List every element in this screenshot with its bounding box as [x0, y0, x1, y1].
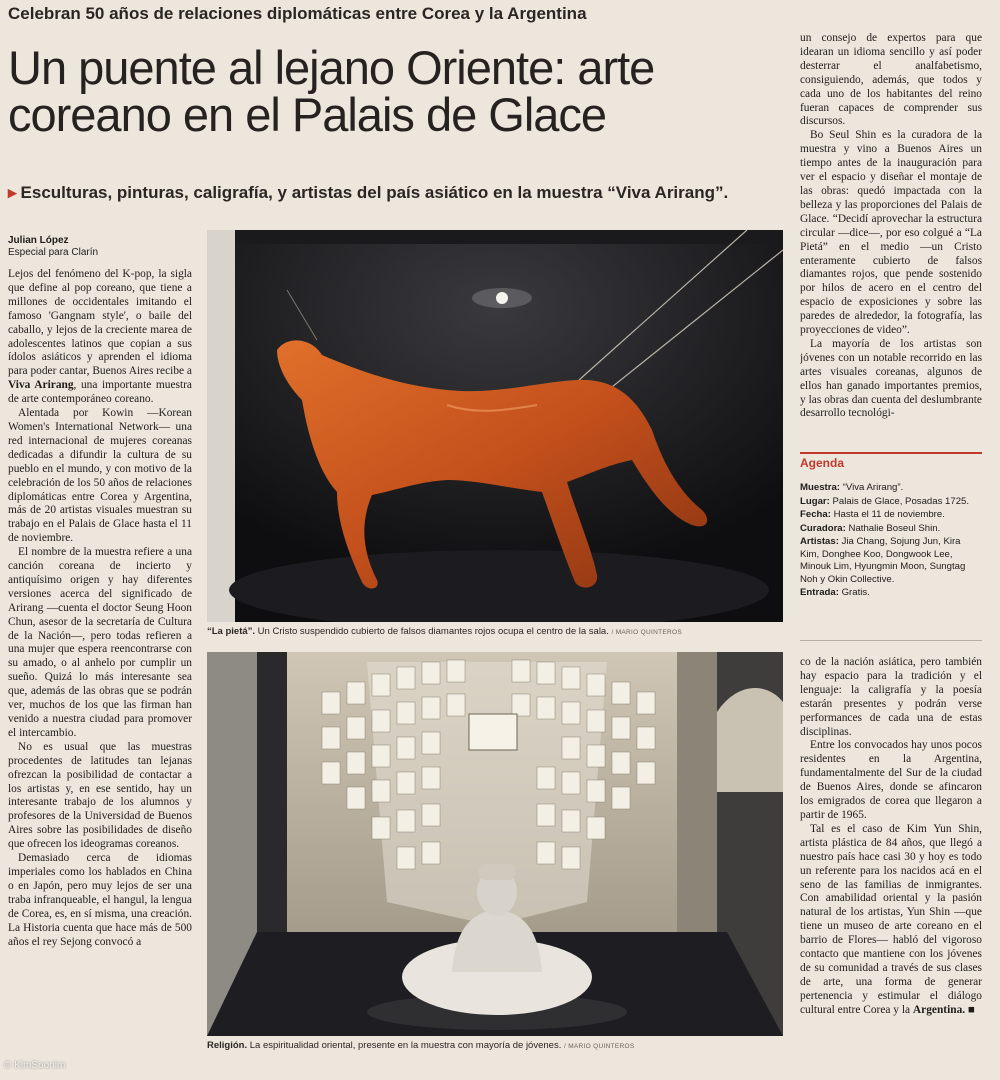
- la-pieta-sculpture-image: [207, 230, 783, 622]
- subhead-text: Esculturas, pinturas, caligrafía, y artistas del país asiático en la muestra “Viva Arirang”.: [20, 183, 729, 202]
- agenda-box: [800, 482, 982, 601]
- photo-credit: / MARIO QUINTEROS: [611, 629, 682, 636]
- agenda-row: [800, 523, 982, 536]
- paragraph: Entre los convocados hay unos pocos residentes en la Argentina, fundamentalmente del Sur de la ciudad de Buenos Aires, donde se afincaron los emigrados de corea que llegaron a partir de 1965.: [800, 739, 982, 821]
- column-3-bottom: [800, 656, 982, 1058]
- paragraph: El nombre de la muestra refiere a una canción coreana de incierto y antiquísimo origen y hay diferentes versiones acerca del significado de Arirang —cuenta el doctor Seung Hoon Chun, asesor de la secretaría de Cultura de la Nación—, pero todas refieren a una mujer que espera reencontrarse con su amado, o al anhelo por cumplir un sueño. Quizá lo más interesante sea que, además de las obras que se podrán ver, muchos de los que las firman han venido a nuestra ciudad para promover el intercambio.: [8, 546, 192, 739]
- agenda-row: [800, 587, 982, 600]
- agenda-key: Lugar:: [800, 495, 830, 507]
- agenda-value: Nathalie Boseul Shin.: [845, 522, 941, 534]
- agenda-key: Entrada:: [800, 587, 839, 598]
- caption-bold: “La pietá”.: [207, 626, 256, 637]
- byline-role: Especial para Clarín: [8, 247, 99, 258]
- text: Lejos del fenómeno del K-pop, la sigla que define al pop coreano, que tiene a millones de occidentales imitando el famoso 'Gangnam style', o baile del caballo, y lejos de la creciente marea de adolescentes latinos que copian a sus ídolos asiáticos y aprenden el idioma para poder cantar, Buenos Aires recibe a: [8, 268, 192, 378]
- agenda-row: [800, 509, 982, 522]
- agenda-value: Jia Chang, Sojung Jun, Kira Kim, Donghee Koo, Dongwook Lee, Minouk Lim, Hyungmin Moon, Sungtag Noh y Okin Collective.: [800, 536, 966, 585]
- photo-1-caption: [207, 626, 682, 639]
- caption-text: La espiritualidad oriental, presente en la muestra con mayoría de jóvenes.: [247, 1040, 562, 1051]
- paragraph: Alentada por Kowin —Korean Women's International Network— una red internacional de mujeres coreanas dedicadas a difundir la cultura de su pueblo en el mundo, y con motivo de la celebración de los 50 años de relaciones diplomáticas entre Corea y Argentina, más de 20 artistas visuales muestran su trabajo en el Palais de Glace hasta el 11 de noviembre.: [8, 407, 192, 545]
- watermark: © KimSoonim: [4, 1060, 66, 1071]
- caption-text: Un Cristo suspendido cubierto de falsos diamantes rojos ocupa el centro de la sala.: [255, 626, 609, 637]
- column-1: [8, 268, 192, 949]
- paragraph: Bo Seul Shin es la curadora de la muestra y vino a Buenos Aires un tiempo antes de la inauguración para ver el espacio y diseñar el montaje de las obras: quedó impactada con la belleza y las proporciones del Palais de Glace. “Decidí aprovechar la estructura circular —dice—, por eso colgué a “La Pietá” en el medio —un Cristo enteramente cubierto de falsos diamantes rojos, que pende sostenido por hilos de acero en el centro del espacio de exposiciones y sobre las paredes de alrededor, la fotografía, las proyecciones de video”.: [800, 129, 982, 337]
- headline: Un puente al lejano Oriente: arte coreano en el Palais de Glace: [8, 41, 655, 141]
- photo-religion: [207, 652, 783, 1036]
- paragraph: [8, 268, 192, 407]
- paragraph: un consejo de expertos para que idearan un idioma sencillo y así poder desterrar el analfabetismo, consiguiendo, además, que todos y cada uno de los habitantes del reino fueran capaces de comprender sus discursos.: [800, 32, 982, 128]
- paragraph: La mayoría de los artistas son jóvenes con un notable recorrido en las artes visuales coreanas, algunos de ellos han ganado importantes premios, y las obras dan cuenta del deslumbrante desarrollo tecnológi-: [800, 337, 982, 420]
- photo-la-pieta: [207, 230, 783, 622]
- agenda-value: Palais de Glace, Posadas 1725.: [829, 495, 970, 507]
- paragraph: [800, 823, 982, 1018]
- agenda-row: [800, 536, 982, 586]
- agenda-title: Agenda: [800, 452, 982, 470]
- photo-2-caption: [207, 1040, 634, 1053]
- caption-bold: Religión.: [207, 1040, 248, 1051]
- paragraph: No es usual que las muestras procedentes de latitudes tan lejanas ofrezcan la posibilidad de contactar a los artistas y, en ese sentido, hay un interesante trabajo de los alumnos y profesores de la Universidad de Buenos Aires sobre las posibilidades de diseño que ofrecen los ideogramas coreanos.: [8, 740, 192, 851]
- paragraph: co de la nación asiática, pero también hay espacio para la tradición y el lenguaje: la caligrafía y la poesía estarán presentes y podrán verse performances de cada una de estas disciplinas.: [800, 656, 982, 738]
- byline: [8, 235, 98, 259]
- agenda-row: [800, 496, 982, 509]
- agenda-row: [800, 482, 982, 495]
- end-mark-icon: ■: [965, 1003, 975, 1016]
- photo-credit: / MARIO QUINTEROS: [563, 1043, 635, 1050]
- agenda-key: Fecha:: [800, 509, 831, 520]
- bold-text: Viva Arirang: [8, 379, 74, 392]
- agenda-key: Artistas:: [800, 536, 839, 547]
- triangle-bullet-icon: ▸: [8, 183, 17, 202]
- paragraph: Demasiado cerca de idiomas imperiales como los hablados en China o en Japón, pero muy lejos de ser una traba infranqueable, el hangul, la lengua de Corea, es, en sí misma, una creación. La Historia cuenta que hace más de 500 años el rey Sejong convocó a: [8, 852, 192, 948]
- subhead: [8, 183, 728, 203]
- column-3-top: [800, 32, 982, 444]
- buddha-exhibition-image: [207, 652, 783, 1036]
- agenda-key: Curadora:: [800, 522, 846, 534]
- agenda-key: Muestra:: [800, 482, 840, 493]
- byline-name: Julian López: [8, 235, 69, 246]
- agenda-value: Gratis.: [838, 587, 870, 598]
- agenda-value: “Viva Arirang”.: [839, 482, 904, 493]
- bold-text: Argentina.: [912, 1003, 966, 1016]
- divider: [800, 640, 982, 641]
- text: , una importante muestra de arte contemporáneo coreano.: [8, 379, 192, 406]
- agenda-value: Hasta el 11 de noviembre.: [830, 509, 945, 520]
- text: Tal es el caso de Kim Yun Shin, artista plástica de 84 años, que llegó a nuestro país hace casi 30 y hoy es todo un referente para los nacidos acá en el seno de las familias de inmigrantes. Con amabilidad oriental y la pasión natural de los artistas, Yun Shin —que tiene un museo de arte coreano en el barrio de Flores— habló del vigoroso contacto que mantiene con los jóvenes de su comunidad a través de sus clases de arte, una forma de generar pertenencia y estimular el diálogo cultural entre Corea y la: [800, 822, 982, 1016]
- kicker: Celebran 50 años de relaciones diplomáticas entre Corea y la Argentina: [8, 4, 587, 23]
